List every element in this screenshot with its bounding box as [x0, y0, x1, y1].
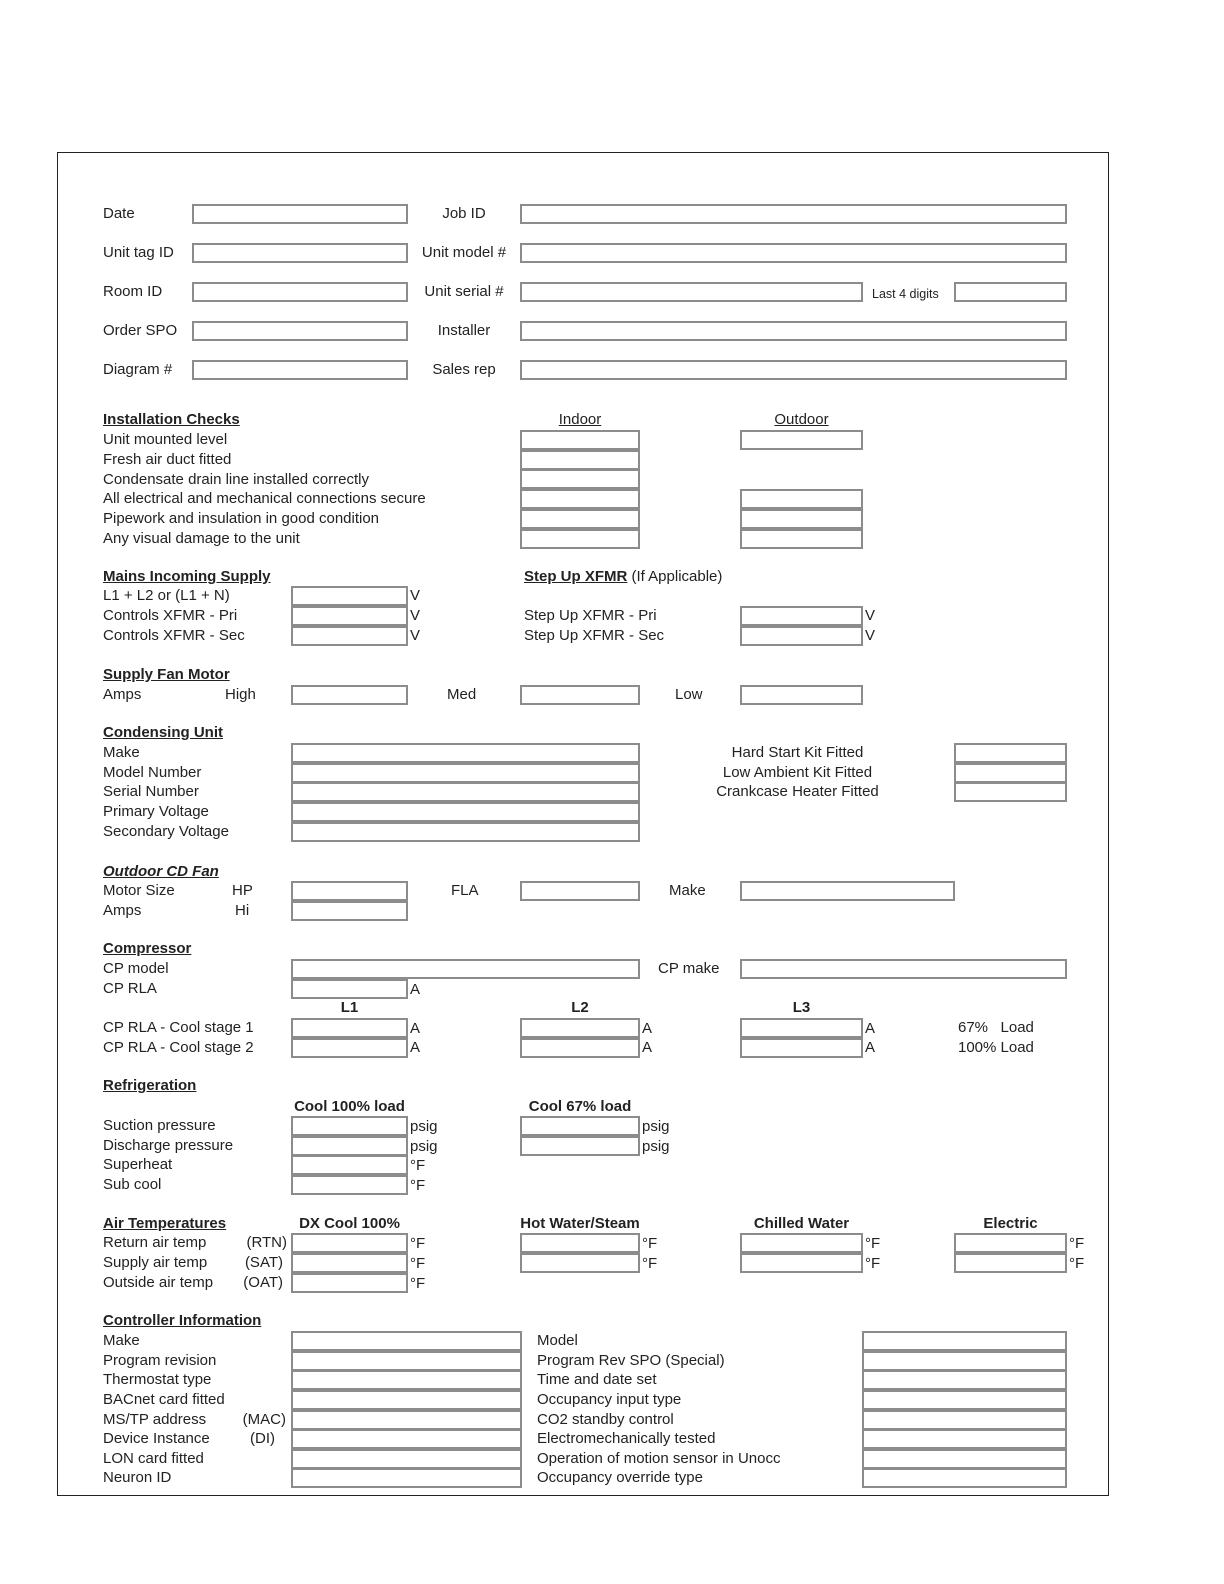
- high-label: High: [225, 686, 256, 703]
- installation-checks-heading: Installation Checks: [103, 411, 240, 428]
- mains-l1-l2-field[interactable]: [291, 586, 408, 606]
- indoor-check-field[interactable]: [520, 489, 640, 509]
- motion-sensor-field[interactable]: [862, 1449, 1067, 1469]
- controller-label: CO2 standby control: [537, 1411, 674, 1428]
- fahrenheit-unit: °F: [410, 1255, 426, 1272]
- controls-xfmr-sec-field[interactable]: [291, 626, 408, 646]
- secondary-voltage-field[interactable]: [291, 822, 640, 842]
- refrigeration-label: Suction pressure: [103, 1117, 216, 1134]
- program-rev-spo-field[interactable]: [862, 1351, 1067, 1371]
- time-date-set-field[interactable]: [862, 1370, 1067, 1390]
- refrigeration-label: Superheat: [103, 1156, 173, 1173]
- di-abbr: (DI): [250, 1430, 275, 1447]
- rtn-electric-field[interactable]: [954, 1233, 1067, 1253]
- fahrenheit-unit: °F: [642, 1235, 658, 1252]
- amp-unit: A: [410, 1039, 421, 1056]
- occupancy-override-field[interactable]: [862, 1468, 1067, 1488]
- amps-label: Amps: [103, 686, 142, 703]
- sales-rep-label: Sales rep: [432, 361, 496, 378]
- low-label: Low: [675, 686, 703, 703]
- job-id-field[interactable]: [520, 204, 1067, 224]
- rtn-dx-field[interactable]: [291, 1233, 408, 1253]
- stage2-l2-field[interactable]: [520, 1038, 640, 1058]
- mains-supply-heading: Mains Incoming Supply: [103, 568, 271, 585]
- air-temp-label: Outside air temp: [103, 1274, 214, 1291]
- unit-label: °F: [410, 1157, 426, 1174]
- hi-label: Hi: [235, 902, 250, 919]
- last-4-digits-label: Last 4 digits: [872, 287, 939, 301]
- unit-model-field[interactable]: [520, 243, 1067, 263]
- primary-voltage-field[interactable]: [291, 802, 640, 822]
- condensing-unit-heading: Condensing Unit: [103, 724, 223, 741]
- rtn-hot-water-field[interactable]: [520, 1233, 640, 1253]
- controller-label: Operation of motion sensor in Unocc: [537, 1450, 781, 1467]
- unit-label: psig: [642, 1118, 670, 1135]
- volt-unit: V: [410, 587, 421, 604]
- condensing-model-field[interactable]: [291, 763, 640, 783]
- indoor-check-field[interactable]: [520, 509, 640, 529]
- condensing-make-field[interactable]: [291, 743, 640, 763]
- cool-67-header: Cool 67% load: [528, 1098, 632, 1115]
- lon-card-field[interactable]: [291, 1449, 522, 1469]
- fahrenheit-unit: °F: [1069, 1235, 1085, 1252]
- volt-unit: V: [410, 607, 421, 624]
- kit-label: Hard Start Kit Fitted: [731, 744, 864, 761]
- device-instance-field[interactable]: [291, 1429, 522, 1449]
- check-label: Pipework and insulation in good condition: [103, 510, 380, 527]
- amps-label: Amps: [103, 902, 142, 919]
- controller-label: Model: [537, 1332, 578, 1349]
- refrigeration-label: Sub cool: [103, 1176, 162, 1193]
- fla-field[interactable]: [520, 881, 640, 901]
- air-temperatures-heading: Air Temperatures: [103, 1215, 227, 1232]
- controller-label: BACnet card fitted: [103, 1391, 225, 1408]
- kit-label: Crankcase Heater Fitted: [716, 783, 879, 800]
- air-temp-abbr: (RTN): [246, 1234, 287, 1251]
- low-ambient-kit-field[interactable]: [954, 763, 1067, 783]
- mains-label: L1 + L2 or (L1 + N): [103, 587, 230, 604]
- chilled-water-header: Chilled Water: [753, 1215, 850, 1232]
- air-temp-label: Supply air temp: [103, 1254, 208, 1271]
- unit-label: psig: [642, 1138, 670, 1155]
- stage1-l2-field[interactable]: [520, 1018, 640, 1038]
- motor-hp-field[interactable]: [291, 881, 408, 901]
- hard-start-kit-field[interactable]: [954, 743, 1067, 763]
- fahrenheit-unit: °F: [865, 1255, 881, 1272]
- electric-header: Electric: [983, 1215, 1038, 1232]
- fan-make-label: Make: [669, 882, 706, 899]
- order-spo-label: Order SPO: [103, 322, 178, 339]
- phase-l2-header: L2: [571, 999, 589, 1016]
- thermostat-type-field[interactable]: [291, 1370, 522, 1390]
- oat-dx-field[interactable]: [291, 1273, 408, 1293]
- med-label: Med: [447, 686, 477, 703]
- controller-label: Program revision: [103, 1352, 217, 1369]
- controller-label: Device Instance: [103, 1430, 210, 1447]
- order-spo-field[interactable]: [192, 321, 408, 341]
- refrigeration-heading: Refrigeration: [103, 1077, 197, 1094]
- air-temp-abbr: (SAT): [244, 1254, 283, 1271]
- bacnet-card-field[interactable]: [291, 1390, 522, 1410]
- fla-label: FLA: [451, 882, 479, 899]
- electromechanically-tested-field[interactable]: [862, 1429, 1067, 1449]
- amp-unit: A: [410, 981, 421, 998]
- cp-model-label: CP model: [103, 960, 169, 977]
- step-up-title: Step Up XFMR: [524, 568, 628, 585]
- rtn-chilled-water-field[interactable]: [740, 1233, 863, 1253]
- installer-label: Installer: [437, 322, 491, 339]
- amp-unit: A: [865, 1039, 876, 1056]
- sat-chilled-water-field[interactable]: [740, 1253, 863, 1273]
- cp-make-label: CP make: [658, 960, 720, 977]
- outdoor-check-field[interactable]: [740, 489, 863, 509]
- cool-100-header: Cool 100% load: [294, 1098, 405, 1115]
- step-up-pri-field[interactable]: [740, 606, 863, 626]
- amp-unit: A: [642, 1039, 653, 1056]
- condensing-serial-field[interactable]: [291, 782, 640, 802]
- fan-low-field[interactable]: [740, 685, 863, 705]
- indoor-check-field[interactable]: [520, 469, 640, 489]
- cool-stage-2-label: CP RLA - Cool stage 2: [103, 1039, 254, 1056]
- condensing-label: Make: [103, 744, 140, 761]
- dx-cool-header: DX Cool 100%: [299, 1215, 400, 1232]
- condensing-label: Primary Voltage: [103, 803, 209, 820]
- outdoor-check-field[interactable]: [740, 529, 863, 549]
- fahrenheit-unit: °F: [410, 1235, 426, 1252]
- controller-label: Neuron ID: [103, 1469, 172, 1486]
- kit-label: Low Ambient Kit Fitted: [722, 764, 873, 781]
- discharge-67-field[interactable]: [520, 1136, 640, 1156]
- program-revision-field[interactable]: [291, 1351, 522, 1371]
- fahrenheit-unit: °F: [1069, 1255, 1085, 1272]
- controller-info-heading: Controller Information: [103, 1312, 262, 1329]
- stage1-l1-field[interactable]: [291, 1018, 408, 1038]
- sat-electric-field[interactable]: [954, 1253, 1067, 1273]
- diagram-label: Diagram #: [103, 361, 173, 378]
- controller-label: Thermostat type: [103, 1371, 212, 1388]
- sales-rep-field[interactable]: [520, 360, 1067, 380]
- step-up-note: (If Applicable): [627, 568, 723, 585]
- co2-standby-field[interactable]: [862, 1410, 1067, 1430]
- cp-model-field[interactable]: [291, 959, 640, 979]
- step-up-label: Step Up XFMR - Sec: [524, 627, 665, 644]
- controller-label: Program Rev SPO (Special): [537, 1352, 725, 1369]
- stage2-l1-field[interactable]: [291, 1038, 408, 1058]
- room-id-field[interactable]: [192, 282, 408, 302]
- sat-dx-field[interactable]: [291, 1253, 408, 1273]
- step-up-label: Step Up XFMR - Pri: [524, 607, 657, 624]
- hot-water-header: Hot Water/Steam: [520, 1215, 640, 1232]
- cool-stage-1-label: CP RLA - Cool stage 1: [103, 1019, 254, 1036]
- controller-model-field[interactable]: [862, 1331, 1067, 1351]
- outdoor-fan-heading: Outdoor CD Fan: [103, 863, 219, 880]
- crankcase-heater-field[interactable]: [954, 782, 1067, 802]
- outdoor-check-field[interactable]: [740, 430, 863, 450]
- refrigeration-label: Discharge pressure: [103, 1137, 234, 1154]
- air-temp-label: Return air temp: [103, 1234, 207, 1251]
- suction-67-field[interactable]: [520, 1116, 640, 1136]
- condensing-label: Secondary Voltage: [103, 823, 229, 840]
- air-temp-abbr: (OAT): [243, 1274, 283, 1291]
- sat-hot-water-field[interactable]: [520, 1253, 640, 1273]
- unit-tag-id-field[interactable]: [192, 243, 408, 263]
- cp-rla-field[interactable]: [291, 979, 408, 999]
- stage1-l3-field[interactable]: [740, 1018, 863, 1038]
- condensing-label: Serial Number: [103, 783, 199, 800]
- outdoor-column-header: Outdoor: [774, 411, 829, 428]
- phase-l3-header: L3: [792, 999, 811, 1016]
- fan-high-field[interactable]: [291, 685, 408, 705]
- diagram-field[interactable]: [192, 360, 408, 380]
- load-67-label: 67% Load: [958, 1019, 1034, 1036]
- volt-unit: V: [410, 627, 421, 644]
- check-label: Fresh air duct fitted: [103, 451, 232, 468]
- unit-serial-field[interactable]: [520, 282, 863, 302]
- unit-label: °F: [410, 1177, 426, 1194]
- occupancy-input-type-field[interactable]: [862, 1390, 1067, 1410]
- phase-l1-header: L1: [340, 999, 359, 1016]
- fahrenheit-unit: °F: [410, 1275, 426, 1292]
- unit-serial-label: Unit serial #: [424, 283, 504, 300]
- unit-tag-id-label: Unit tag ID: [103, 244, 174, 261]
- cp-make-field[interactable]: [740, 959, 1067, 979]
- controller-label: Electromechanically tested: [537, 1430, 716, 1447]
- amp-unit: A: [865, 1020, 876, 1037]
- motor-size-label: Motor Size: [103, 882, 175, 899]
- condensing-label: Model Number: [103, 764, 202, 781]
- check-label: Any visual damage to the unit: [103, 530, 300, 547]
- amp-unit: A: [410, 1020, 421, 1037]
- controller-label: MS/TP address: [103, 1411, 207, 1428]
- fan-med-field[interactable]: [520, 685, 640, 705]
- suction-100-field[interactable]: [291, 1116, 408, 1136]
- check-label: Unit mounted level: [103, 431, 228, 448]
- unit-label: psig: [410, 1138, 438, 1155]
- date-field[interactable]: [192, 204, 408, 224]
- subcool-100-field[interactable]: [291, 1175, 408, 1195]
- check-label: All electrical and mechanical connections secure: [103, 490, 426, 507]
- superheat-100-field[interactable]: [291, 1155, 408, 1175]
- controller-label: Time and date set: [537, 1371, 657, 1388]
- last-4-digits-field[interactable]: [954, 282, 1067, 302]
- controls-xfmr-pri-field[interactable]: [291, 606, 408, 626]
- fahrenheit-unit: °F: [642, 1255, 658, 1272]
- step-up-heading: [524, 568, 722, 586]
- amps-hi-field[interactable]: [291, 901, 408, 921]
- discharge-100-field[interactable]: [291, 1136, 408, 1156]
- unit-label: psig: [410, 1118, 438, 1135]
- cp-rla-label: CP RLA: [103, 980, 157, 997]
- load-100-label: 100% Load: [958, 1039, 1034, 1056]
- fan-make-field[interactable]: [740, 881, 955, 901]
- indoor-check-field[interactable]: [520, 430, 640, 450]
- unit-model-label: Unit model #: [421, 244, 507, 261]
- indoor-check-field[interactable]: [520, 529, 640, 549]
- date-label: Date: [103, 205, 135, 222]
- mac-abbr: (MAC): [242, 1411, 286, 1428]
- job-id-label: Job ID: [442, 205, 486, 222]
- volt-unit: V: [865, 627, 876, 644]
- controller-label: LON card fitted: [103, 1450, 204, 1467]
- supply-fan-heading: Supply Fan Motor: [103, 666, 230, 683]
- volt-unit: V: [865, 607, 876, 624]
- hp-label: HP: [232, 882, 253, 899]
- step-up-sec-field[interactable]: [740, 626, 863, 646]
- mains-label: Controls XFMR - Sec: [103, 627, 245, 644]
- installer-field[interactable]: [520, 321, 1067, 341]
- controller-label: Occupancy input type: [537, 1391, 682, 1408]
- indoor-check-field[interactable]: [520, 450, 640, 470]
- controller-label: Make: [103, 1332, 140, 1349]
- amp-unit: A: [642, 1020, 653, 1037]
- stage2-l3-field[interactable]: [740, 1038, 863, 1058]
- mains-label: Controls XFMR - Pri: [103, 607, 238, 624]
- compressor-heading: Compressor: [103, 940, 192, 957]
- mstp-address-field[interactable]: [291, 1410, 522, 1430]
- controller-label: Occupancy override type: [537, 1469, 703, 1486]
- neuron-id-field[interactable]: [291, 1468, 522, 1488]
- check-label: Condensate drain line installed correctly: [103, 471, 369, 488]
- room-id-label: Room ID: [103, 283, 163, 300]
- fahrenheit-unit: °F: [865, 1235, 881, 1252]
- indoor-column-header: Indoor: [558, 411, 602, 428]
- outdoor-check-field[interactable]: [740, 509, 863, 529]
- controller-make-field[interactable]: [291, 1331, 522, 1351]
